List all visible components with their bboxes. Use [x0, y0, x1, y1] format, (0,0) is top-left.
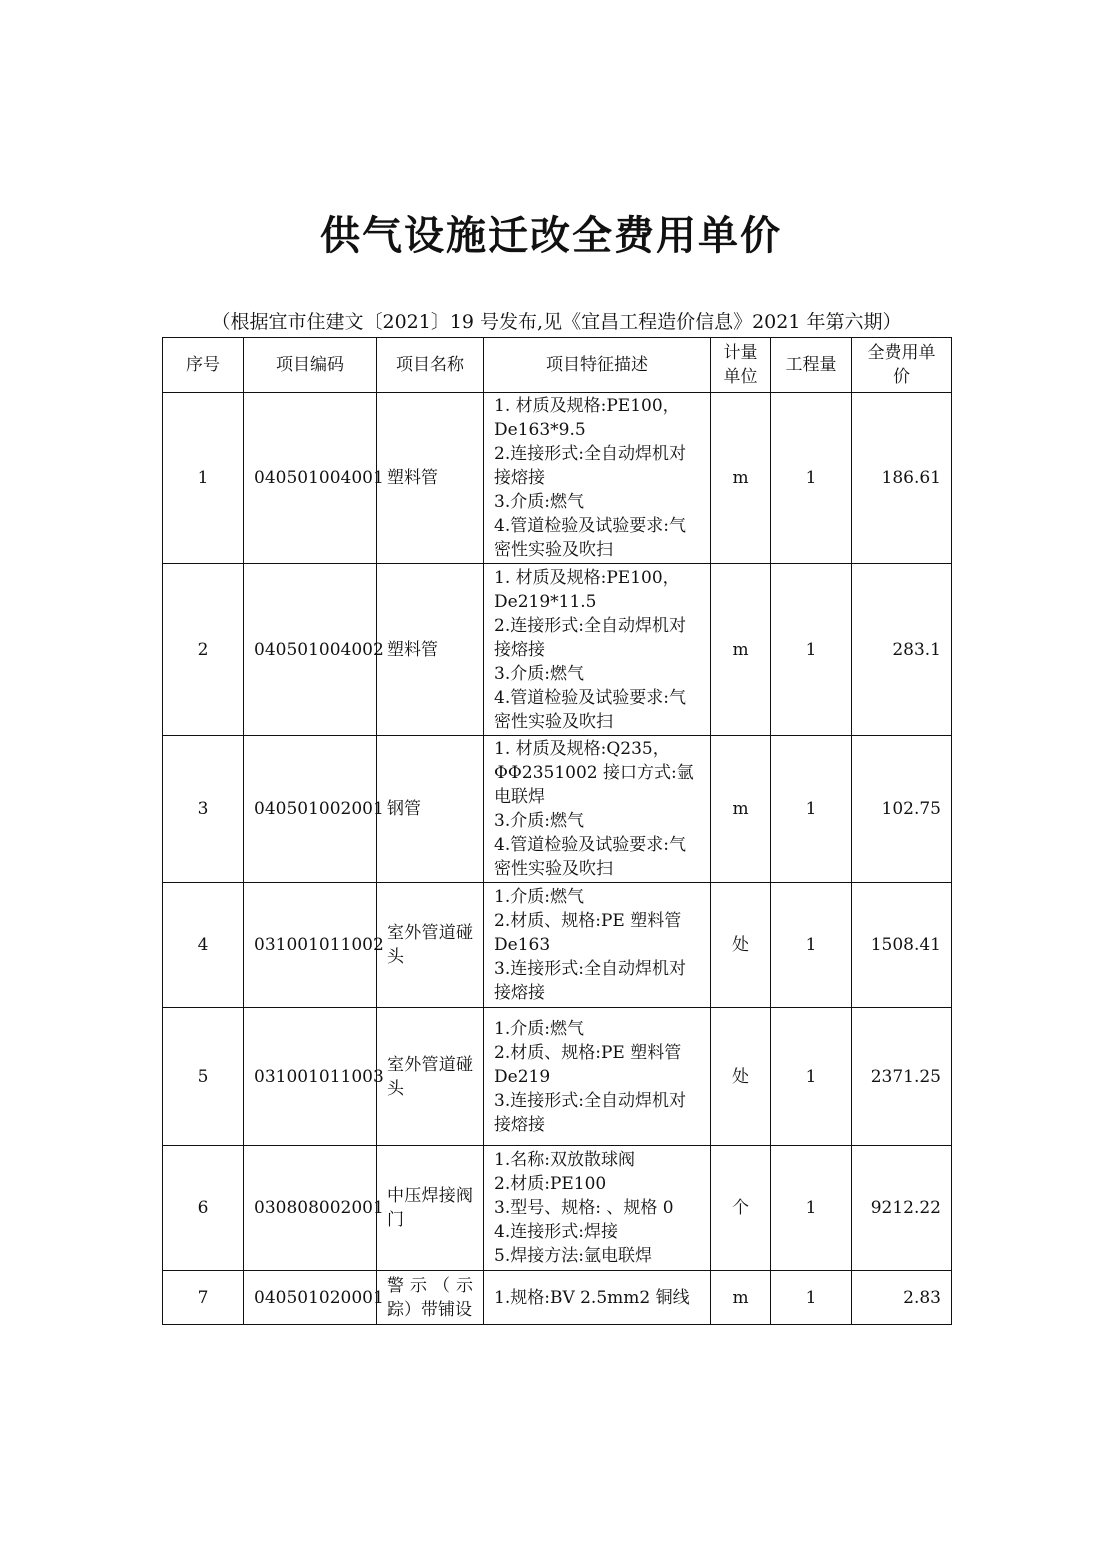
desc-line: 2.材质:PE100	[494, 1174, 607, 1194]
cell-price: 186.61	[852, 393, 952, 564]
desc-line: 2.连接形式:全自动焊机对接熔接	[494, 444, 686, 488]
header-unit-line1: 计量	[723, 343, 758, 363]
table-row	[163, 1008, 952, 1146]
cell-name: 室外管道碰头	[377, 1008, 484, 1146]
desc-line: 2.材质、规格:PE 塑料管 De219	[494, 1042, 682, 1087]
desc-line: 3.介质:燃气	[494, 492, 584, 512]
table-row	[163, 883, 952, 1008]
page-subtitle: （根据宜市住建文〔2021〕19 号发布,见《宜昌工程造价信息》2021 年第六期）	[211, 311, 902, 333]
cell-qty: 1	[771, 564, 852, 736]
cell-code: 031001011002	[244, 883, 377, 1008]
desc-line: 3.连接形式:全自动焊机对接熔接	[494, 1090, 686, 1135]
desc-line: 1. 材质及规格:PE100，De163*9.5	[494, 396, 680, 440]
desc-line: 4.管道检验及试验要求:气密性实验及吹扫	[494, 835, 686, 879]
desc-line: 2.材质、规格:PE 塑料管 De163	[494, 911, 682, 955]
cell-qty: 1	[771, 1271, 852, 1325]
cell-seq: 7	[163, 1271, 244, 1325]
cell-qty: 1	[771, 1146, 852, 1271]
cell-code: 040501004002	[244, 564, 377, 736]
desc-line: 1.介质:燃气	[494, 1018, 584, 1039]
cell-price: 2.83	[852, 1271, 952, 1325]
table-row	[163, 1271, 952, 1325]
cell-unit: 处	[711, 1008, 771, 1146]
header-price	[852, 338, 952, 393]
cell-qty: 1	[771, 393, 852, 564]
desc-line: 3.介质:燃气	[494, 811, 584, 831]
desc-line: 3.介质:燃气	[494, 663, 584, 684]
cell-unit: m	[711, 1271, 771, 1325]
cell-code: 040501002001	[244, 736, 377, 883]
cell-desc	[484, 564, 711, 736]
header-price-line1: 全费用单	[867, 343, 936, 363]
cell-name: 室外管道碰头	[377, 883, 484, 1008]
desc-line: 1.介质:燃气	[494, 887, 584, 907]
header-unit	[711, 338, 771, 393]
desc-line: 4.连接形式:焊接	[494, 1222, 618, 1242]
cell-desc	[484, 883, 711, 1008]
cell-seq: 4	[163, 883, 244, 1008]
desc-line: 3.型号、规格: 、规格 0	[494, 1198, 674, 1218]
cell-desc	[484, 736, 711, 883]
page-title: 供气设施迁改全费用单价	[320, 212, 782, 259]
cell-unit: m	[711, 736, 771, 883]
cell-desc	[484, 1008, 711, 1146]
cell-seq: 2	[163, 564, 244, 736]
cell-unit: m	[711, 564, 771, 736]
table-row	[163, 564, 952, 736]
header-code: 项目编码	[244, 338, 377, 393]
cell-code: 040501004001	[244, 393, 377, 564]
cell-price: 2371.25	[852, 1008, 952, 1146]
desc-line: 5.焊接方法:氩电联焊	[494, 1246, 652, 1266]
desc-line: 1.名称:双放散球阀	[494, 1150, 635, 1170]
cell-code: 031001011003	[244, 1008, 377, 1146]
cell-code: 030808002001	[244, 1146, 377, 1271]
header-name: 项目名称	[377, 338, 484, 393]
cell-price: 1508.41	[852, 883, 952, 1008]
cell-name: 塑料管	[377, 564, 484, 736]
table-row	[163, 736, 952, 883]
cell-unit: 个	[711, 1146, 771, 1271]
header-unit-line2: 单位	[723, 367, 758, 387]
cell-name: 塑料管	[377, 393, 484, 564]
cell-name: 中压焊接阀门	[377, 1146, 484, 1271]
cell-qty: 1	[771, 1008, 852, 1146]
table-row	[163, 393, 952, 564]
header-price-line2: 价	[893, 367, 910, 387]
cell-price: 283.1	[852, 564, 952, 736]
desc-line: 1. 材质及规格:Q235，ΦΦ2351002 接口方式:氩电联焊	[494, 739, 694, 807]
cell-qty: 1	[771, 883, 852, 1008]
cell-desc	[484, 393, 711, 564]
cell-name: 钢管	[377, 736, 484, 883]
desc-line: 1.规格:BV 2.5mm2 铜线	[494, 1287, 690, 1308]
desc-line: 3.连接形式:全自动焊机对接熔接	[494, 959, 686, 1003]
cell-price: 102.75	[852, 736, 952, 883]
desc-line: 4.管道检验及试验要求:气密性实验及吹扫	[494, 516, 686, 560]
table-body	[163, 393, 952, 1325]
cell-seq: 6	[163, 1146, 244, 1271]
desc-line: 2.连接形式:全自动焊机对接熔接	[494, 615, 686, 660]
table-header-row	[163, 338, 952, 393]
cell-unit: m	[711, 393, 771, 564]
cell-unit: 处	[711, 883, 771, 1008]
table-row	[163, 1146, 952, 1271]
cell-seq: 3	[163, 736, 244, 883]
price-table	[162, 337, 952, 1325]
cell-seq: 5	[163, 1008, 244, 1146]
desc-line: 1. 材质及规格:PE100，De219*11.5	[494, 567, 680, 612]
cell-seq: 1	[163, 393, 244, 564]
cell-desc	[484, 1271, 711, 1325]
cell-code: 040501020001	[244, 1271, 377, 1325]
header-desc: 项目特征描述	[484, 338, 711, 393]
desc-line: 4.管道检验及试验要求:气密性实验及吹扫	[494, 687, 686, 732]
cell-price: 9212.22	[852, 1146, 952, 1271]
cell-desc	[484, 1146, 711, 1271]
header-qty: 工程量	[771, 338, 852, 393]
header-seq: 序号	[163, 338, 244, 393]
cell-qty: 1	[771, 736, 852, 883]
cell-name: 警示（示踪）带铺设	[377, 1271, 484, 1325]
